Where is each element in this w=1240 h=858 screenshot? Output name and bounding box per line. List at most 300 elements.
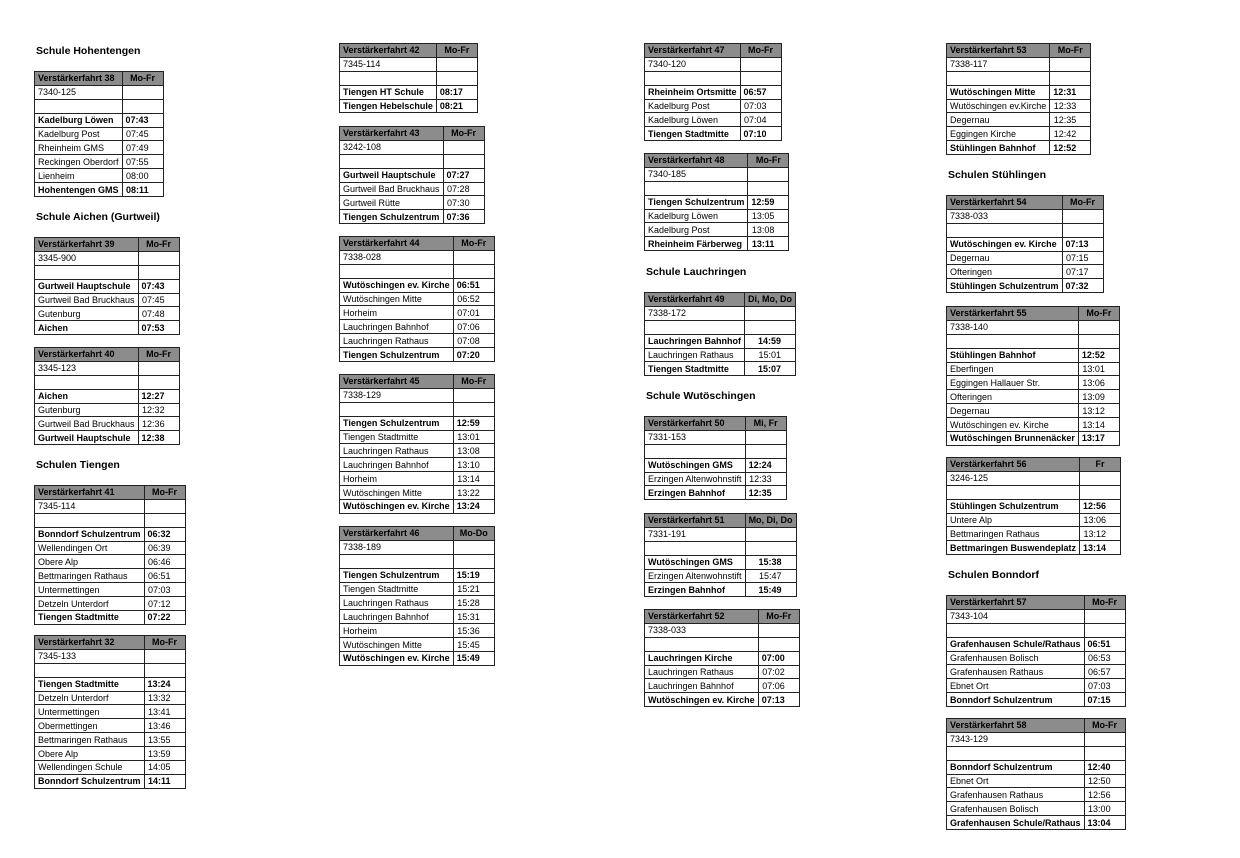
timetable-header bbox=[340, 237, 495, 251]
stop-row bbox=[35, 705, 186, 719]
timetable bbox=[946, 718, 1126, 830]
departure-time: 12:59 bbox=[453, 416, 494, 430]
stop-name: Degernau bbox=[947, 113, 1050, 127]
empty-cell bbox=[453, 402, 494, 416]
stop-row bbox=[645, 486, 787, 500]
stop-name: Lienheim bbox=[35, 169, 123, 183]
stop-row bbox=[35, 611, 186, 625]
departure-time: 13:00 bbox=[1084, 802, 1125, 816]
stop-row bbox=[340, 624, 495, 638]
stop-row bbox=[35, 113, 164, 127]
departure-time: 13:14 bbox=[1078, 418, 1119, 432]
stop-name: Stühlingen Bahnhof bbox=[947, 348, 1079, 362]
trip-title: Verstärkerfahrt 44 bbox=[340, 237, 454, 251]
empty-cell bbox=[138, 361, 179, 375]
departure-time: 12:56 bbox=[1080, 499, 1121, 513]
stop-name: Tiengen Stadtmitte bbox=[645, 362, 745, 376]
trip-days: Mo-Fr bbox=[436, 44, 477, 58]
stop-row bbox=[35, 541, 186, 555]
timetable bbox=[946, 306, 1120, 446]
route-number: 7340-185 bbox=[645, 167, 748, 181]
empty-cell bbox=[645, 320, 745, 334]
route-number: 7338-117 bbox=[947, 57, 1050, 71]
empty-cell bbox=[144, 513, 185, 527]
stop-name: Tiengen Schulzentrum bbox=[340, 416, 454, 430]
departure-time: 08:17 bbox=[436, 85, 477, 99]
stop-row bbox=[35, 569, 186, 583]
spacer-row bbox=[35, 265, 180, 279]
departure-time: 06:57 bbox=[1084, 665, 1125, 679]
departure-time: 07:06 bbox=[453, 320, 494, 334]
stop-name: Gurtweil Bad Bruckhaus bbox=[35, 417, 139, 431]
departure-time: 07:22 bbox=[144, 611, 185, 625]
departure-time: 07:36 bbox=[443, 210, 484, 224]
stop-row bbox=[947, 99, 1091, 113]
route-row bbox=[340, 140, 485, 154]
spacer-row bbox=[947, 334, 1120, 348]
trip-days: Mi, Fr bbox=[745, 417, 786, 431]
empty-cell bbox=[35, 265, 139, 279]
timetable-header bbox=[35, 72, 164, 86]
stop-row bbox=[35, 321, 180, 335]
stop-row bbox=[35, 761, 186, 775]
stop-name: Reckingen Oberdorf bbox=[35, 155, 123, 169]
departure-time: 12:35 bbox=[745, 486, 786, 500]
empty-cell bbox=[645, 71, 741, 85]
trip-title: Verstärkerfahrt 53 bbox=[947, 44, 1050, 58]
route-number: 7343-104 bbox=[947, 609, 1085, 623]
timetable-header bbox=[645, 514, 797, 528]
stop-row bbox=[645, 583, 797, 597]
stop-row bbox=[340, 278, 495, 292]
departure-time: 15:49 bbox=[453, 652, 494, 666]
route-number: 7340-125 bbox=[35, 85, 123, 99]
stop-name: Erzingen Bahnhof bbox=[645, 583, 746, 597]
stop-row bbox=[340, 196, 485, 210]
stop-name: Kadelburg Post bbox=[645, 223, 748, 237]
route-row bbox=[645, 306, 796, 320]
stop-name: Kadelburg Post bbox=[645, 99, 741, 113]
stop-row bbox=[340, 596, 495, 610]
trip-days: Mo-Fr bbox=[1084, 719, 1125, 733]
stop-name: Wutöschingen Brunnenäcker bbox=[947, 432, 1079, 446]
stop-row bbox=[35, 155, 164, 169]
stop-row bbox=[947, 348, 1120, 362]
stop-name: Bonndorf Schulzentrum bbox=[35, 527, 145, 541]
departure-time: 13:08 bbox=[453, 444, 494, 458]
departure-time: 07:06 bbox=[758, 679, 799, 693]
spacer-row bbox=[947, 485, 1121, 499]
stop-row bbox=[35, 307, 180, 321]
departure-time: 12:40 bbox=[1084, 760, 1125, 774]
route-number: 3345-900 bbox=[35, 251, 139, 265]
departure-time: 07:03 bbox=[740, 99, 781, 113]
stop-row bbox=[645, 99, 782, 113]
departure-time: 13:08 bbox=[748, 223, 789, 237]
stop-name: Tiengen Hebelschule bbox=[340, 99, 437, 113]
spacer-row bbox=[35, 375, 180, 389]
stop-row bbox=[340, 458, 495, 472]
spacer-row bbox=[645, 444, 787, 458]
stop-name: Gurtweil Hauptschule bbox=[35, 431, 139, 445]
trip-title: Verstärkerfahrt 57 bbox=[947, 596, 1085, 610]
stop-name: Lauchringen Bahnhof bbox=[340, 320, 454, 334]
trip-days: Mo-Fr bbox=[138, 348, 179, 362]
departure-time: 07:02 bbox=[758, 665, 799, 679]
stop-row bbox=[947, 85, 1091, 99]
departure-time: 12:56 bbox=[1084, 788, 1125, 802]
empty-cell bbox=[35, 375, 139, 389]
stop-name: Bettmaringen Buswendeplatz bbox=[947, 541, 1080, 555]
route-row bbox=[35, 361, 180, 375]
departure-time: 15:36 bbox=[453, 624, 494, 638]
route-row bbox=[35, 85, 164, 99]
empty-cell bbox=[645, 444, 746, 458]
stop-row bbox=[340, 292, 495, 306]
route-number: 7345-114 bbox=[35, 499, 145, 513]
departure-time: 07:45 bbox=[138, 293, 179, 307]
departure-time: 07:12 bbox=[144, 597, 185, 611]
timetable bbox=[34, 347, 180, 445]
section-heading: Schule Hohentengen bbox=[36, 45, 141, 57]
stop-row bbox=[35, 403, 180, 417]
stop-name: Hohentengen GMS bbox=[35, 183, 123, 197]
route-number: 7345-133 bbox=[35, 649, 145, 663]
stop-name: Gurtweil Bad Bruckhaus bbox=[340, 182, 444, 196]
stop-name: Grafenhausen Schule/Rathaus bbox=[947, 637, 1085, 651]
stop-row bbox=[947, 802, 1126, 816]
trip-title: Verstärkerfahrt 46 bbox=[340, 527, 454, 541]
departure-time: 15:47 bbox=[745, 569, 796, 583]
stop-row bbox=[645, 223, 789, 237]
trip-title: Verstärkerfahrt 38 bbox=[35, 72, 123, 86]
empty-cell bbox=[436, 57, 477, 71]
stop-name: Wutöschingen ev. Kirche bbox=[340, 278, 454, 292]
stop-row bbox=[947, 237, 1104, 251]
stop-row bbox=[340, 568, 495, 582]
stop-name: Lauchringen Bahnhof bbox=[340, 610, 454, 624]
departure-time: 12:42 bbox=[1050, 127, 1091, 141]
departure-time: 13:22 bbox=[453, 486, 494, 500]
timetable bbox=[34, 71, 164, 197]
departure-time: 12:32 bbox=[138, 403, 179, 417]
spacer-row bbox=[35, 99, 164, 113]
empty-cell bbox=[138, 375, 179, 389]
timetable bbox=[946, 43, 1091, 155]
departure-time: 15:31 bbox=[453, 610, 494, 624]
route-row bbox=[35, 251, 180, 265]
stop-name: Degernau bbox=[947, 251, 1063, 265]
timetable-header bbox=[340, 375, 495, 389]
stop-name: Tiengen HT Schule bbox=[340, 85, 437, 99]
route-number: 7338-033 bbox=[645, 623, 759, 637]
stop-row bbox=[947, 499, 1121, 513]
trip-title: Verstärkerfahrt 58 bbox=[947, 719, 1085, 733]
trip-title: Verstärkerfahrt 48 bbox=[645, 154, 748, 168]
departure-time: 13:24 bbox=[453, 500, 494, 514]
timetable-header bbox=[645, 610, 800, 624]
stop-row bbox=[645, 665, 800, 679]
route-number: 7338-140 bbox=[947, 320, 1079, 334]
stop-name: Untere Alp bbox=[947, 513, 1080, 527]
spacer-row bbox=[35, 513, 186, 527]
spacer-row bbox=[947, 746, 1126, 760]
route-number: 7345-114 bbox=[340, 57, 437, 71]
stop-name: Gurtweil Bad Bruckhaus bbox=[35, 293, 139, 307]
timetable-header bbox=[340, 44, 478, 58]
empty-cell bbox=[340, 554, 454, 568]
route-number: 7338-033 bbox=[947, 209, 1063, 223]
departure-time: 07:43 bbox=[138, 279, 179, 293]
empty-cell bbox=[122, 99, 163, 113]
empty-cell bbox=[453, 250, 494, 264]
spacer-row bbox=[340, 264, 495, 278]
departure-time: 07:17 bbox=[1062, 265, 1103, 279]
stop-name: Grafenhausen Bolisch bbox=[947, 802, 1085, 816]
empty-cell bbox=[748, 181, 789, 195]
empty-cell bbox=[340, 264, 454, 278]
stop-row bbox=[340, 99, 478, 113]
stop-row bbox=[340, 638, 495, 652]
trip-title: Verstärkerfahrt 32 bbox=[35, 636, 145, 650]
route-number: 7338-172 bbox=[645, 306, 745, 320]
timetable bbox=[644, 416, 787, 500]
stop-row bbox=[947, 513, 1121, 527]
route-number: 7343-129 bbox=[947, 732, 1085, 746]
timetable-header bbox=[947, 307, 1120, 321]
timetable bbox=[946, 195, 1104, 293]
stop-row bbox=[947, 651, 1126, 665]
stop-name: Horheim bbox=[340, 472, 454, 486]
departure-time: 07:49 bbox=[122, 141, 163, 155]
departure-time: 13:09 bbox=[1078, 390, 1119, 404]
trip-title: Verstärkerfahrt 42 bbox=[340, 44, 437, 58]
trip-days: Fr bbox=[1080, 458, 1121, 472]
departure-time: 07:10 bbox=[740, 127, 781, 141]
route-row bbox=[645, 57, 782, 71]
empty-cell bbox=[745, 430, 786, 444]
stop-row bbox=[35, 691, 186, 705]
stop-name: Bonndorf Schulzentrum bbox=[947, 760, 1085, 774]
stop-row bbox=[340, 444, 495, 458]
stop-name: Tiengen Schulzentrum bbox=[645, 195, 748, 209]
empty-cell bbox=[436, 71, 477, 85]
empty-cell bbox=[1080, 485, 1121, 499]
empty-cell bbox=[138, 251, 179, 265]
trip-days: Mo-Fr bbox=[144, 636, 185, 650]
stop-row bbox=[340, 168, 485, 182]
stop-name: Horheim bbox=[340, 306, 454, 320]
route-row bbox=[645, 623, 800, 637]
departure-time: 13:01 bbox=[453, 430, 494, 444]
departure-time: 13:04 bbox=[1084, 816, 1125, 830]
stop-name: Ebnet Ort bbox=[947, 679, 1085, 693]
departure-time: 07:45 bbox=[122, 127, 163, 141]
stop-name: Detzeln Unterdorf bbox=[35, 597, 145, 611]
stop-name: Gurtweil Rütte bbox=[340, 196, 444, 210]
spacer-row bbox=[947, 71, 1091, 85]
departure-time: 12:52 bbox=[1050, 141, 1091, 155]
departure-time: 13:01 bbox=[1078, 362, 1119, 376]
stop-name: Grafenhausen Bolisch bbox=[947, 651, 1085, 665]
departure-time: 14:59 bbox=[745, 334, 796, 348]
departure-time: 13:59 bbox=[144, 747, 185, 761]
stop-row bbox=[645, 555, 797, 569]
timetable bbox=[644, 609, 800, 707]
empty-cell bbox=[1062, 223, 1103, 237]
departure-time: 06:51 bbox=[1084, 637, 1125, 651]
trip-days: Mo-Fr bbox=[1050, 44, 1091, 58]
departure-time: 13:05 bbox=[748, 209, 789, 223]
departure-time: 15:07 bbox=[745, 362, 796, 376]
trip-days: Mo-Fr bbox=[758, 610, 799, 624]
timetable bbox=[644, 43, 782, 141]
stop-row bbox=[947, 376, 1120, 390]
stop-name: Wutöschingen Mitte bbox=[340, 638, 454, 652]
spacer-row bbox=[645, 637, 800, 651]
stop-row bbox=[947, 265, 1104, 279]
timetable-header bbox=[35, 348, 180, 362]
stop-name: Wutöschingen GMS bbox=[645, 458, 746, 472]
stop-name: Wutöschingen Mitte bbox=[947, 85, 1050, 99]
departure-time: 12:33 bbox=[745, 472, 786, 486]
route-row bbox=[340, 388, 495, 402]
stop-row bbox=[947, 404, 1120, 418]
departure-time: 08:11 bbox=[122, 183, 163, 197]
timetable bbox=[34, 237, 180, 335]
trip-days: Mo, Di, Do bbox=[745, 514, 796, 528]
timetable-header bbox=[340, 127, 485, 141]
trip-days: Mo-Fr bbox=[740, 44, 781, 58]
stop-row bbox=[947, 679, 1126, 693]
trip-title: Verstärkerfahrt 39 bbox=[35, 238, 139, 252]
departure-time: 13:11 bbox=[748, 237, 789, 251]
empty-cell bbox=[947, 223, 1063, 237]
empty-cell bbox=[645, 541, 746, 555]
spacer-row bbox=[340, 554, 495, 568]
empty-cell bbox=[748, 167, 789, 181]
route-row bbox=[947, 320, 1120, 334]
stop-name: Wellendingen Ort bbox=[35, 541, 145, 555]
stop-row bbox=[645, 113, 782, 127]
stop-name: Gutenburg bbox=[35, 307, 139, 321]
stop-name: Bettmaringen Rathaus bbox=[947, 527, 1080, 541]
stop-name: Kadelburg Löwen bbox=[645, 209, 748, 223]
stop-name: Eggingen Hallauer Str. bbox=[947, 376, 1079, 390]
trip-title: Verstärkerfahrt 49 bbox=[645, 293, 745, 307]
empty-cell bbox=[453, 554, 494, 568]
trip-title: Verstärkerfahrt 45 bbox=[340, 375, 454, 389]
route-row bbox=[645, 430, 787, 444]
route-number: 7331-153 bbox=[645, 430, 746, 444]
stop-row bbox=[35, 279, 180, 293]
empty-cell bbox=[1084, 732, 1125, 746]
departure-time: 13:12 bbox=[1080, 527, 1121, 541]
stop-name: Tiengen Stadtmitte bbox=[35, 611, 145, 625]
departure-time: 15:49 bbox=[745, 583, 796, 597]
stop-name: Untermettingen bbox=[35, 705, 145, 719]
stop-row bbox=[645, 334, 796, 348]
stop-name: Lauchringen Rathaus bbox=[645, 348, 745, 362]
stop-name: Wutöschingen GMS bbox=[645, 555, 746, 569]
stop-row bbox=[340, 430, 495, 444]
empty-cell bbox=[144, 663, 185, 677]
empty-cell bbox=[144, 649, 185, 663]
stop-name: Untermettingen bbox=[35, 583, 145, 597]
departure-time: 13:55 bbox=[144, 733, 185, 747]
section-heading: Schule Aichen (Gurtweil) bbox=[36, 211, 160, 223]
empty-cell bbox=[645, 637, 759, 651]
empty-cell bbox=[35, 663, 145, 677]
timetable bbox=[339, 43, 478, 113]
timetable-header bbox=[645, 417, 787, 431]
stop-row bbox=[947, 693, 1126, 707]
route-row bbox=[35, 499, 186, 513]
stop-row bbox=[35, 719, 186, 733]
stop-name: Grafenhausen Schule/Rathaus bbox=[947, 816, 1085, 830]
stop-row bbox=[35, 597, 186, 611]
departure-time: 07:08 bbox=[453, 334, 494, 348]
stop-name: Gutenburg bbox=[35, 403, 139, 417]
trip-days: Di, Mo, Do bbox=[745, 293, 796, 307]
empty-cell bbox=[947, 71, 1050, 85]
stop-row bbox=[340, 472, 495, 486]
stop-row bbox=[947, 362, 1120, 376]
stop-row bbox=[947, 390, 1120, 404]
stop-name: Degernau bbox=[947, 404, 1079, 418]
stop-name: Rheinheim Ortsmitte bbox=[645, 85, 741, 99]
stop-name: Ofteringen bbox=[947, 265, 1063, 279]
departure-time: 08:00 bbox=[122, 169, 163, 183]
timetable-header bbox=[947, 44, 1091, 58]
empty-cell bbox=[1062, 209, 1103, 223]
route-row bbox=[340, 540, 495, 554]
stop-row bbox=[645, 651, 800, 665]
stop-name: Grafenhausen Rathaus bbox=[947, 788, 1085, 802]
section-heading: Schule Lauchringen bbox=[646, 266, 747, 278]
stop-row bbox=[35, 431, 180, 445]
stop-name: Rheinheim Färberweg bbox=[645, 237, 748, 251]
stop-name: Bettmaringen Rathaus bbox=[35, 569, 145, 583]
route-row bbox=[645, 527, 797, 541]
empty-cell bbox=[340, 71, 437, 85]
stop-name: Tiengen Schulzentrum bbox=[340, 348, 454, 362]
route-row bbox=[340, 57, 478, 71]
empty-cell bbox=[1084, 746, 1125, 760]
stop-row bbox=[947, 418, 1120, 432]
departure-time: 15:45 bbox=[453, 638, 494, 652]
section-heading: Schule Wutöschingen bbox=[646, 390, 756, 402]
stop-row bbox=[947, 141, 1091, 155]
stop-row bbox=[35, 527, 186, 541]
departure-time: 13:46 bbox=[144, 719, 185, 733]
empty-cell bbox=[1084, 609, 1125, 623]
stop-name: Tiengen Schulzentrum bbox=[340, 210, 444, 224]
stop-name: Wutöschingen ev. Kirche bbox=[947, 418, 1079, 432]
departure-time: 07:27 bbox=[443, 168, 484, 182]
stop-row bbox=[35, 583, 186, 597]
empty-cell bbox=[758, 623, 799, 637]
stop-name: Stühlingen Bahnhof bbox=[947, 141, 1050, 155]
stop-row bbox=[947, 788, 1126, 802]
timetable-header bbox=[35, 238, 180, 252]
stop-name: Ebnet Ort bbox=[947, 774, 1085, 788]
departure-time: 13:06 bbox=[1078, 376, 1119, 390]
departure-time: 07:32 bbox=[1062, 279, 1103, 293]
stop-row bbox=[947, 527, 1121, 541]
stop-row bbox=[947, 279, 1104, 293]
stop-row bbox=[645, 209, 789, 223]
